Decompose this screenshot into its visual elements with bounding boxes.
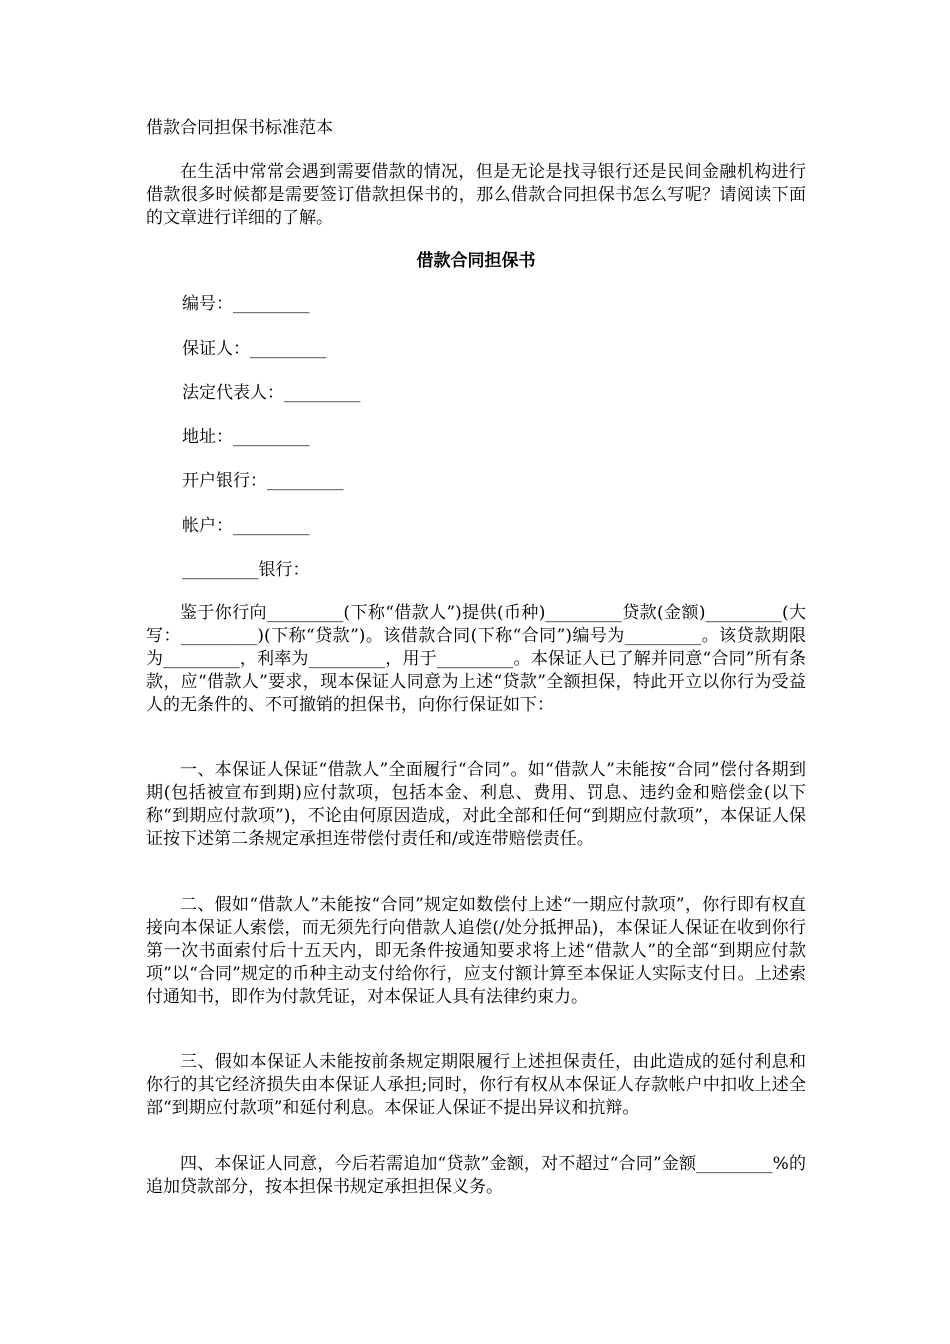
field-address: 地址：_________ <box>182 427 310 447</box>
intro-paragraph: 在生活中常常会遇到需要借款的情况，但是无论是找寻银行还是民间金融机构进行借款很多时候都是需要签订借款担保书的，那么借款合同担保书怎么写呢？请阅读下面的文章进行详细的了解。 <box>146 162 806 228</box>
contract-heading: 借款合同担保书 <box>416 251 536 271</box>
field-legal-representative: 法定代表人：_________ <box>182 383 361 403</box>
paragraph-clause-3: 三、假如本保证人未能按前条规定期限履行上述担保责任，由此造成的延付利息和你行的其它经济损失由本保证人承担;同时，你行有权从本保证人存款帐户中扣收上述全部“到期应付款项”和延付利息。本保证人保证不提出异议和抗辩。 <box>146 1052 806 1118</box>
field-bank-line: _________银行： <box>182 560 310 580</box>
paragraph-clause-1: 一、本保证人保证“借款人”全面履行“合同”。如“借款人”未能按“合同”偿付各期到期(包括被宣布到期)应付款项，包括本金、利息、费用、罚息、违约金和赔偿金(以下称“到期应付款项”)，不论由何原因造成，对此全部和任何“到期应付款项”，本保证人保证按下述第二条规定承担连带偿付责任和/或连带赔偿责任。 <box>146 760 806 849</box>
field-account: 帐户：_________ <box>182 516 310 536</box>
paragraph-preamble: 鉴于你行向_________(下称“借款人”)提供(币种)_________贷款(金额)_________(大写：_________)(下称“贷款”)。该借款合同(下称“合同”)编号为_________。该贷款期限为_________，利率为_________，用于_________。本保证人已了解并同意“合同”所有条款，应“借款人”要求，现本保证人同意为上述“贷款”全额担保，特此开立以你行为受益人的无条件的、不可撤销的担保书，向你行保证如下： <box>146 603 806 715</box>
paragraph-clause-2: 二、假如“借款人”未能按“合同”规定如数偿付上述“一期应付款项”，你行即有权直接向本保证人索偿，而无须先行向借款人追偿(/处分抵押品)，本保证人保证在收到你行第一次书面索付后十五天内，即无条件按通知要求将上述“借款人”的全部“到期应付款项”以“合同”规定的币种主动支付给你行，应支付额计算至本保证人实际支付日。上述索付通知书，即作为付款凭证，对本保证人具有法律约束力。 <box>146 895 806 1007</box>
document-title: 借款合同担保书标准范本 <box>146 118 333 138</box>
paragraph-clause-4: 四、本保证人同意，今后若需追加“贷款”金额，对不超过“合同”金额_________%的追加贷款部分，按本担保书规定承担担保义务。 <box>146 1154 806 1197</box>
field-guarantor: 保证人：_________ <box>182 339 327 359</box>
field-bank: 开户银行：_________ <box>182 471 344 491</box>
field-number: 编号：_________ <box>182 294 310 314</box>
